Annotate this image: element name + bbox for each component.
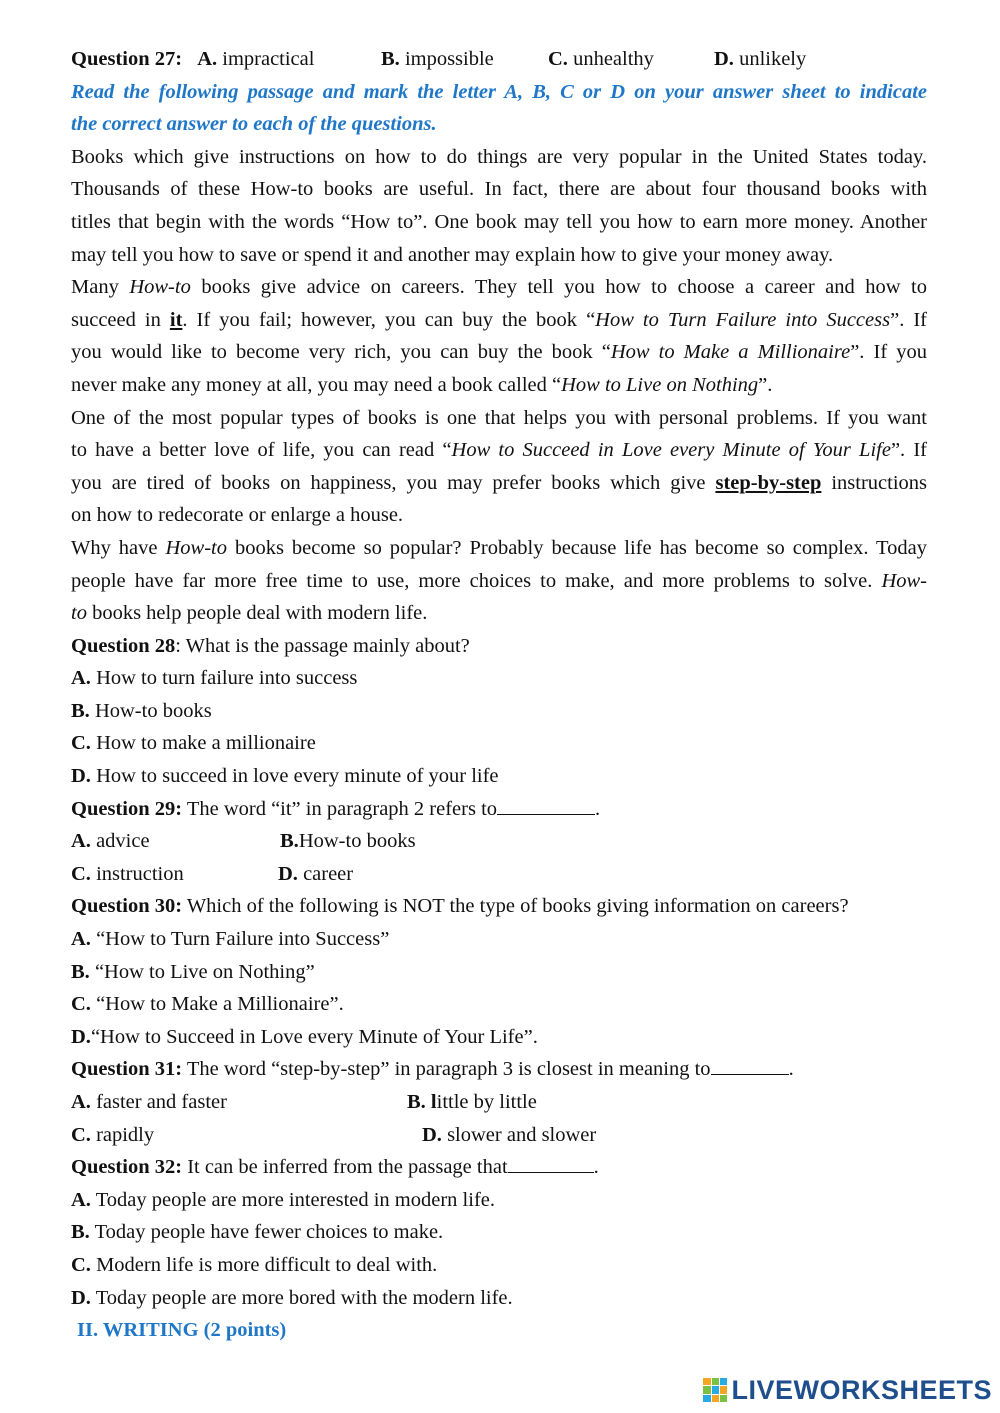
underlined-word-it: it — [169, 308, 183, 331]
passage-p4-line-2: people have far more free time to use, more choices to make, and more problems to solve. How- — [71, 569, 927, 592]
q27-option-a[interactable]: impractical — [222, 48, 315, 70]
q27-option-c[interactable]: unhealthy — [573, 48, 654, 70]
passage-p4-line-3: to books help people deal with modern life. — [71, 602, 428, 625]
q31-option-c[interactable]: C. rapidly — [71, 1123, 155, 1146]
instruction-line-1: Read the following passage and mark the letter A, B, C or D on your answer sheet to indicate — [71, 80, 927, 103]
answer-blank[interactable] — [711, 1058, 789, 1075]
q31-options-row-2 — [71, 1119, 927, 1152]
q32-option-d[interactable]: D. Today people are more bored with the modern life. — [71, 1286, 513, 1309]
q29-options-row-2 — [71, 858, 927, 891]
liveworksheets-logo — [703, 1375, 992, 1405]
passage-p2-line-2: succeed in it. If you fail; however, you can buy the book “How to Turn Failure into Success”. If — [71, 308, 927, 331]
q30-option-c[interactable]: C. “How to Make a Millionaire”. — [71, 993, 344, 1016]
answer-blank[interactable] — [508, 1156, 594, 1173]
passage-p1-line-1: Books which give instructions on how to do things are very popular in the United States today. — [71, 145, 927, 168]
question-29: Question 29: The word “it” in paragraph 2 refers to . — [71, 797, 601, 820]
passage-p1-line-3: titles that begin with the words “How to”. One book may tell you how to earn more money. Another — [71, 210, 927, 233]
q32-option-b[interactable]: B. Today people have fewer choices to make. — [71, 1221, 444, 1244]
q28-option-d[interactable]: D. How to succeed in love every minute of your life — [71, 765, 499, 788]
section-heading-writing: II. WRITING (2 points) — [77, 1319, 287, 1342]
question-27-label: Question 27: — [71, 48, 183, 70]
q29-option-c[interactable]: C. instruction — [71, 862, 184, 885]
answer-blank[interactable] — [497, 798, 595, 815]
question-31: Question 31: The word “step-by-step” in paragraph 3 is closest in meaning to . — [71, 1058, 794, 1081]
question-32: Question 32: It can be inferred from the passage that . — [71, 1156, 599, 1179]
q29-option-b[interactable]: B.How-to books — [280, 830, 416, 853]
q27-option-d[interactable]: unlikely — [739, 48, 807, 70]
underlined-word-step-by-step: step-by-step — [715, 471, 822, 494]
question-28: Question 28: What is the passage mainly about? — [71, 634, 470, 657]
passage-p2-line-1: Many How-to books give advice on careers. They tell you how to choose a career and how to — [71, 276, 927, 299]
q30-option-b[interactable]: B. “How to Live on Nothing” — [71, 960, 315, 983]
liveworksheets-logo-icon — [703, 1378, 727, 1402]
q31-options-row-1 — [71, 1086, 927, 1119]
worksheet-page — [71, 43, 927, 1347]
q32-option-c[interactable]: C. Modern life is more difficult to deal with. — [71, 1253, 438, 1276]
q32-option-a[interactable]: A. Today people are more interested in modern life. — [71, 1188, 495, 1211]
question-27-row: Question 27: A. impractical B. impossible C. unhealthy D. unlikely — [71, 48, 807, 70]
q29-options-row-1 — [71, 825, 927, 858]
q28-option-a[interactable]: A. How to turn failure into success — [71, 667, 358, 690]
instruction-line-2: the correct answer to each of the questions. — [71, 113, 437, 136]
q28-option-c[interactable]: C. How to make a millionaire — [71, 732, 316, 755]
passage-p3-line-4: on how to redecorate or enlarge a house. — [71, 504, 404, 527]
question-30: Question 30: Which of the following is NOT the type of books giving information on careers? — [71, 895, 849, 918]
q29-option-a[interactable]: A. advice — [71, 830, 150, 853]
liveworksheets-logo-text: LIVEWORKSHEETS — [731, 1374, 992, 1405]
passage-p3-line-3: you are tired of books on happiness, you may prefer books which give step-by-step instructions — [71, 471, 927, 494]
q29-option-d[interactable]: D. career — [278, 862, 354, 885]
passage-p4-line-1: Why have How-to books become so popular? Probably because life has become so complex. Today — [71, 536, 928, 559]
q31-option-d[interactable]: D. slower and slower — [422, 1123, 597, 1146]
passage-p2-line-4: never make any money at all, you may need a book called “How to Live on Nothing”. — [71, 373, 773, 396]
passage-p1-line-4: may tell you how to save or spend it and another may explain how to give your money away. — [71, 243, 834, 266]
passage-p1-line-2: Thousands of these How-to books are useful. In fact, there are about four thousand books with — [71, 178, 927, 201]
q31-option-a[interactable]: A. faster and faster — [71, 1091, 227, 1113]
passage-p3-line-1: One of the most popular types of books is one that helps you with personal problems. If you want — [71, 406, 927, 429]
q28-option-b[interactable]: B. How-to books — [71, 699, 212, 722]
q30-option-d[interactable]: D.“How to Succeed in Love every Minute of Your Life”. — [71, 1025, 538, 1048]
passage-p3-line-2: to have a better love of life, you can read “How to Succeed in Love every Minute of Your Life”. If — [71, 439, 928, 462]
q30-option-a[interactable]: A. “How to Turn Failure into Success” — [71, 928, 390, 951]
q31-option-b[interactable]: B. little by little — [407, 1091, 537, 1113]
q27-option-b[interactable]: impossible — [404, 48, 494, 70]
passage-p2-line-3: you would like to become very rich, you can buy the book “How to Make a Millionaire”. If you — [71, 341, 927, 364]
